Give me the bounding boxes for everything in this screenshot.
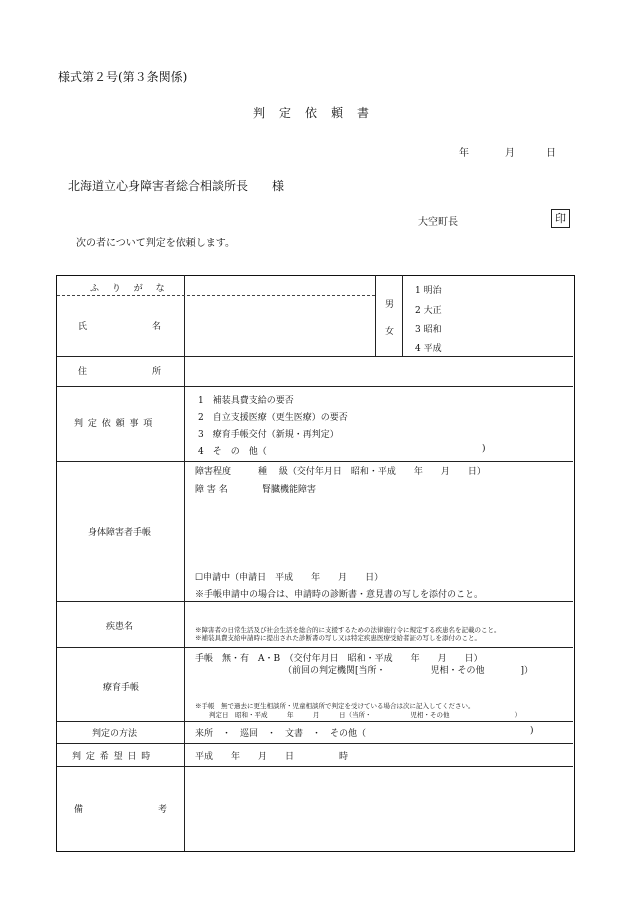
name-label-1: 氏 [78,322,88,332]
remarks-label-2: 考 [158,805,168,815]
row-line [57,721,573,722]
ryoiku-line-2: （前回の判定機関[当所・ 児相・その他 ]） [283,666,534,676]
row-line [57,356,573,357]
method-close: ) [530,726,534,736]
ryoiku-label: 療育手帳 [103,683,140,693]
desired-label: 判 定 希 望 日 時 [72,752,152,762]
disease-note-1: ※障害者の日常生活及び社会生活を総合的に支援するための法律施行令に規定する疾患名を記載のこと。 [195,626,501,634]
request-item: 3 療育手帳交付（新規・再判定） [198,430,339,440]
address-label-1: 住 [78,367,88,377]
request-item: 1 補装具費支給の要否 [198,396,294,406]
method-label: 判定の方法 [92,729,138,739]
row-line [57,766,573,767]
date-month: 月 [505,148,515,159]
ryoiku-line-1: 手帳 無・有 A・B （交付年月日 昭和・平成 年 月 日） [195,654,483,664]
physical-name-value: 腎臓機能障害 [262,485,317,495]
disease-note-2: ※補装具費支給申請時に提出された診断書の写し又は特定疾患医療受給者証の写しを添付のこと。 [195,634,481,642]
request-item: 4 そ の 他（ [198,447,267,457]
address-label-2: 所 [152,367,162,377]
col-divider-gender [375,275,376,356]
gender-female: 女 [385,327,395,337]
addressee-honorific: 様 [272,179,285,193]
ryoiku-note-1: ※手帳 無で過去に更生相談所・児童相談所で判定を受けている場合は次に記入してください。 [195,702,475,710]
method-value: 来所 ・ 巡回 ・ 文書 ・ その他（ [195,729,367,739]
name-label-2: 名 [152,322,162,332]
era-option: 2 大正 [415,306,442,316]
row-line [57,647,573,648]
furigana-line [57,295,375,296]
era-option: 3 昭和 [415,325,442,335]
physical-applying: ☐申請中（申請日 平成 年 月 日） [195,573,384,583]
row-line [57,386,573,387]
intro-text: 次の者について判定を依頼します。 [76,238,235,249]
gender-male: 男 [385,300,395,310]
sender-name: 大空町長 [418,217,458,228]
physical-name-label: 障 害 名 [195,485,228,495]
row-line [57,743,573,744]
era-option: 4 平成 [415,344,442,354]
col-divider-main [184,275,185,851]
request-item-close: ) [482,444,486,454]
era-option: 1 明治 [415,286,442,296]
col-divider-era [402,275,403,356]
row-line [57,601,573,602]
furigana-label: ふ り が な [90,284,170,294]
seal-box: 印 [551,209,570,228]
addressee-name: 北海道立心身障害者総合相談所長 [68,179,249,193]
form-id: 様式第２号(第３条関係) [58,70,188,84]
disease-label: 疾患名 [106,622,134,632]
date-day: 日 [546,148,556,159]
physical-label: 身体障害者手帳 [88,528,152,538]
remarks-label-1: 備 [74,805,84,815]
row-line [57,461,573,462]
page-title: 判 定 依 頼 書 [253,106,371,120]
desired-value: 平成 年 月 日 時 [195,752,349,762]
physical-grade: 障害程度 種 級（交付年月日 昭和・平成 年 月 日） [195,467,486,477]
ryoiku-note-2: 判定日 昭和・平成 年 月 日（当所・ 児相・その他 ） [209,711,521,719]
physical-note: ※手帳申請中の場合は、申請時の診断書・意見書の写しを添付のこと。 [195,590,484,600]
request-label: 判 定 依 頼 事 項 [74,419,154,429]
date-year: 年 [459,148,469,159]
request-item: 2 自立支援医療（更生医療）の要否 [198,413,348,423]
